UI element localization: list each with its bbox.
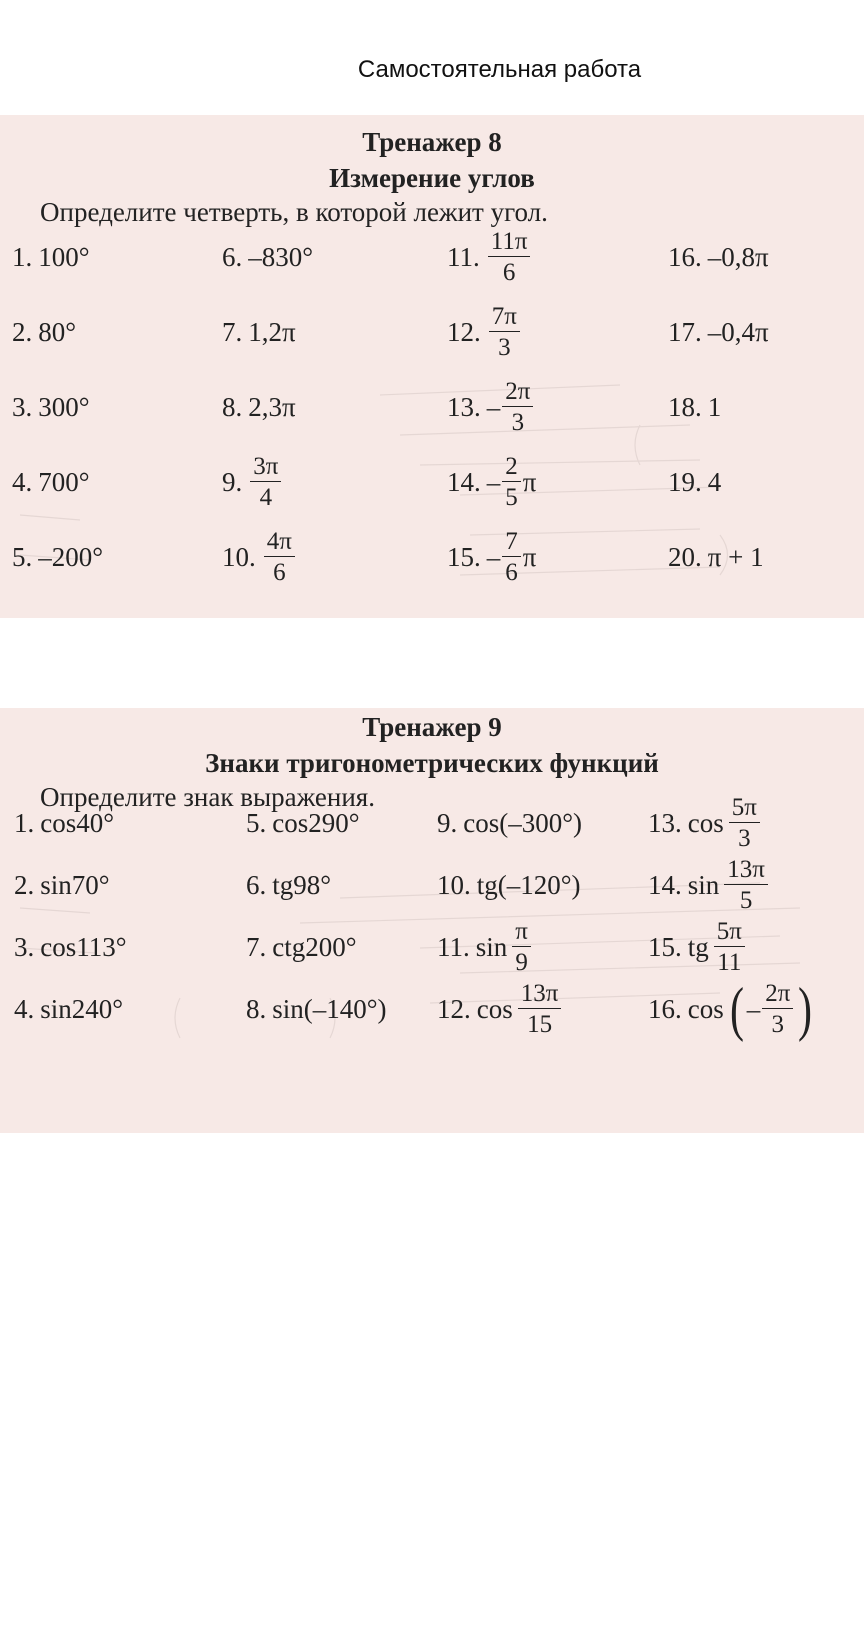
fraction-denominator: 6 xyxy=(502,259,516,286)
exercise-number: 2. xyxy=(12,316,33,347)
exercise-item xyxy=(12,452,90,512)
fraction xyxy=(502,529,521,585)
exercise-item xyxy=(437,917,533,977)
exercise-expression: cos40° xyxy=(40,807,115,838)
exercise-number: 14. xyxy=(648,869,682,900)
function-name: sin xyxy=(475,931,508,962)
fraction xyxy=(488,229,531,285)
exercise-item xyxy=(437,793,582,853)
exercise-number: 3. xyxy=(14,931,35,962)
fraction-numerator: 4π xyxy=(264,529,295,557)
function-name: tg xyxy=(687,931,709,962)
fraction-denominator: 3 xyxy=(738,825,751,852)
exercise-expression: –200° xyxy=(38,541,104,572)
function-name: cos xyxy=(687,993,724,1024)
trainer-8-instruction: Определите четверть, в которой лежит угол. xyxy=(40,197,548,227)
exercise-item xyxy=(222,527,297,587)
exercise-expression: sin70° xyxy=(40,869,110,900)
exercise-number: 19. xyxy=(668,466,702,497)
fraction-numerator: 2 xyxy=(502,454,521,482)
exercise-item xyxy=(447,302,522,362)
function-name: cos xyxy=(687,807,724,838)
fraction xyxy=(502,379,533,435)
exercise-number: 18. xyxy=(668,391,702,422)
exercise-number: 3. xyxy=(12,391,33,422)
exercise-number: 15. xyxy=(447,541,481,572)
exercise-expression: 4 xyxy=(707,466,722,497)
fraction xyxy=(512,919,531,975)
trainer-9-scan xyxy=(0,708,864,1133)
exercise-item xyxy=(14,793,114,853)
exercise-item xyxy=(14,917,127,977)
right-paren: ) xyxy=(798,976,813,1042)
exercise-item xyxy=(668,452,721,512)
exercise-number: 1. xyxy=(12,241,33,272)
exercise-item xyxy=(246,917,357,977)
fraction xyxy=(518,981,562,1037)
fraction xyxy=(724,857,768,913)
left-paren: ( xyxy=(729,976,744,1042)
fraction-denominator: 5 xyxy=(505,484,518,511)
fraction-denominator: 15 xyxy=(527,1011,553,1038)
exercise-expression: –0,8π xyxy=(707,241,769,272)
fraction-denominator: 11 xyxy=(717,949,742,976)
trainer-9-instruction: Определите знак выражения. xyxy=(40,782,375,812)
exercise-expression: sin240° xyxy=(40,993,124,1024)
exercise-number: 10. xyxy=(222,541,256,572)
fraction-numerator: 7π xyxy=(489,304,520,332)
exercise-item xyxy=(447,377,535,437)
fraction-denominator: 5 xyxy=(739,887,753,914)
exercise-item xyxy=(246,979,387,1039)
minus-sign: – xyxy=(746,993,761,1024)
fraction-denominator: 3 xyxy=(771,1011,785,1038)
exercise-number: 4. xyxy=(12,466,33,497)
exercise-expression: tg(–120°) xyxy=(476,869,581,900)
fraction xyxy=(250,454,281,510)
exercise-expression: 1,2π xyxy=(248,316,296,347)
fraction-denominator: 9 xyxy=(515,949,528,976)
fraction-numerator: 13π xyxy=(518,981,562,1009)
function-name: cos xyxy=(476,993,513,1024)
exercise-item xyxy=(648,917,747,977)
page-title: Самостоятельная работа xyxy=(357,56,642,83)
exercise-number: 16. xyxy=(668,241,702,272)
exercise-expression: cos113° xyxy=(40,931,127,962)
fraction-numerator: 2π xyxy=(762,981,793,1009)
exercise-number: 9. xyxy=(222,466,243,497)
exercise-expression: cos(–300°) xyxy=(463,807,583,838)
exercise-expression: sin(–140°) xyxy=(272,993,387,1024)
exercise-item xyxy=(648,793,762,853)
fraction xyxy=(729,795,760,851)
exercise-item xyxy=(14,855,110,915)
exercise-number: 17. xyxy=(668,316,702,347)
pi-suffix: π xyxy=(522,466,537,497)
trainer-8-subtitle: Измерение углов xyxy=(329,163,535,193)
function-name: sin xyxy=(687,869,720,900)
exercise-number: 8. xyxy=(246,993,267,1024)
minus-sign: – xyxy=(486,466,501,497)
exercise-number: 12. xyxy=(437,993,471,1024)
exercise-number: 7. xyxy=(222,316,243,347)
fraction-numerator: π xyxy=(512,919,531,947)
exercise-number: 11. xyxy=(437,931,470,962)
fraction xyxy=(489,304,520,360)
minus-sign: – xyxy=(486,541,501,572)
exercise-expression: tg98° xyxy=(272,869,332,900)
exercise-number: 6. xyxy=(246,869,267,900)
exercise-number: 5. xyxy=(12,541,33,572)
exercise-expression: –0,4π xyxy=(707,316,769,347)
exercise-expression: 300° xyxy=(38,391,90,422)
exercise-item xyxy=(668,527,764,587)
exercise-number: 14. xyxy=(447,466,481,497)
exercise-number: 4. xyxy=(14,993,35,1024)
exercise-number: 13. xyxy=(447,391,481,422)
exercise-item xyxy=(447,227,532,287)
fraction-numerator: 2π xyxy=(502,379,533,407)
exercise-item xyxy=(14,979,123,1039)
minus-sign: – xyxy=(486,391,501,422)
exercise-item xyxy=(668,302,769,362)
exercise-expression: ctg200° xyxy=(272,931,357,962)
fraction-numerator: 3π xyxy=(250,454,281,482)
exercise-number: 20. xyxy=(668,541,702,572)
exercise-expression: 700° xyxy=(38,466,90,497)
exercise-item xyxy=(12,227,90,287)
trainer-9-subtitle: Знаки тригонометрических функций xyxy=(205,748,659,778)
fraction-denominator: 3 xyxy=(498,334,511,361)
exercise-item xyxy=(12,527,103,587)
fraction-denominator: 4 xyxy=(259,484,273,511)
exercise-number: 16. xyxy=(648,993,682,1024)
exercise-item xyxy=(447,452,536,512)
exercise-number: 10. xyxy=(437,869,471,900)
exercise-expression: 80° xyxy=(38,316,77,347)
fraction-denominator: 6 xyxy=(505,559,518,586)
fraction-numerator: 5π xyxy=(729,795,760,823)
exercise-item xyxy=(648,976,815,1042)
fraction xyxy=(502,454,521,510)
exercise-number: 7. xyxy=(246,931,267,962)
fraction xyxy=(264,529,295,585)
exercise-number: 11. xyxy=(447,241,480,272)
exercise-number: 6. xyxy=(222,241,243,272)
exercise-item xyxy=(222,452,283,512)
exercise-item xyxy=(222,377,296,437)
fraction-numerator: 11π xyxy=(488,229,531,257)
trainer-8-title: Тренажер 8 xyxy=(362,127,502,157)
exercise-number: 5. xyxy=(246,807,267,838)
fraction-denominator: 6 xyxy=(273,559,286,586)
exercise-item xyxy=(246,855,331,915)
exercise-expression: cos290° xyxy=(272,807,360,838)
exercise-item xyxy=(437,979,563,1039)
exercise-number: 12. xyxy=(447,316,481,347)
exercise-item xyxy=(12,302,76,362)
exercise-expression: π + 1 xyxy=(707,541,764,572)
exercise-item xyxy=(222,302,296,362)
exercise-expression: 100° xyxy=(38,241,90,272)
exercise-expression: –830° xyxy=(248,241,314,272)
fraction-numerator: 5π xyxy=(714,919,745,947)
exercise-number: 9. xyxy=(437,807,458,838)
exercise-item xyxy=(447,527,536,587)
exercise-item xyxy=(668,377,721,437)
trainer-8-scan xyxy=(0,115,864,618)
exercise-item xyxy=(668,227,769,287)
exercise-number: 13. xyxy=(648,807,682,838)
fraction-numerator: 7 xyxy=(502,529,521,557)
exercise-item xyxy=(648,855,770,915)
exercise-expression: 1 xyxy=(707,391,722,422)
exercise-number: 8. xyxy=(222,391,243,422)
exercise-item xyxy=(12,377,90,437)
exercise-number: 1. xyxy=(14,807,35,838)
exercise-item xyxy=(222,227,313,287)
pi-suffix: π xyxy=(522,541,537,572)
exercise-number: 15. xyxy=(648,931,682,962)
fraction-numerator: 13π xyxy=(724,857,768,885)
exercise-number: 2. xyxy=(14,869,35,900)
exercise-item xyxy=(437,855,581,915)
fraction-denominator: 3 xyxy=(511,409,525,436)
fraction xyxy=(762,981,793,1037)
exercise-expression: 2,3π xyxy=(248,391,296,422)
exercise-item xyxy=(246,793,360,853)
fraction xyxy=(714,919,745,975)
trainer-9-title: Тренажер 9 xyxy=(362,712,502,742)
